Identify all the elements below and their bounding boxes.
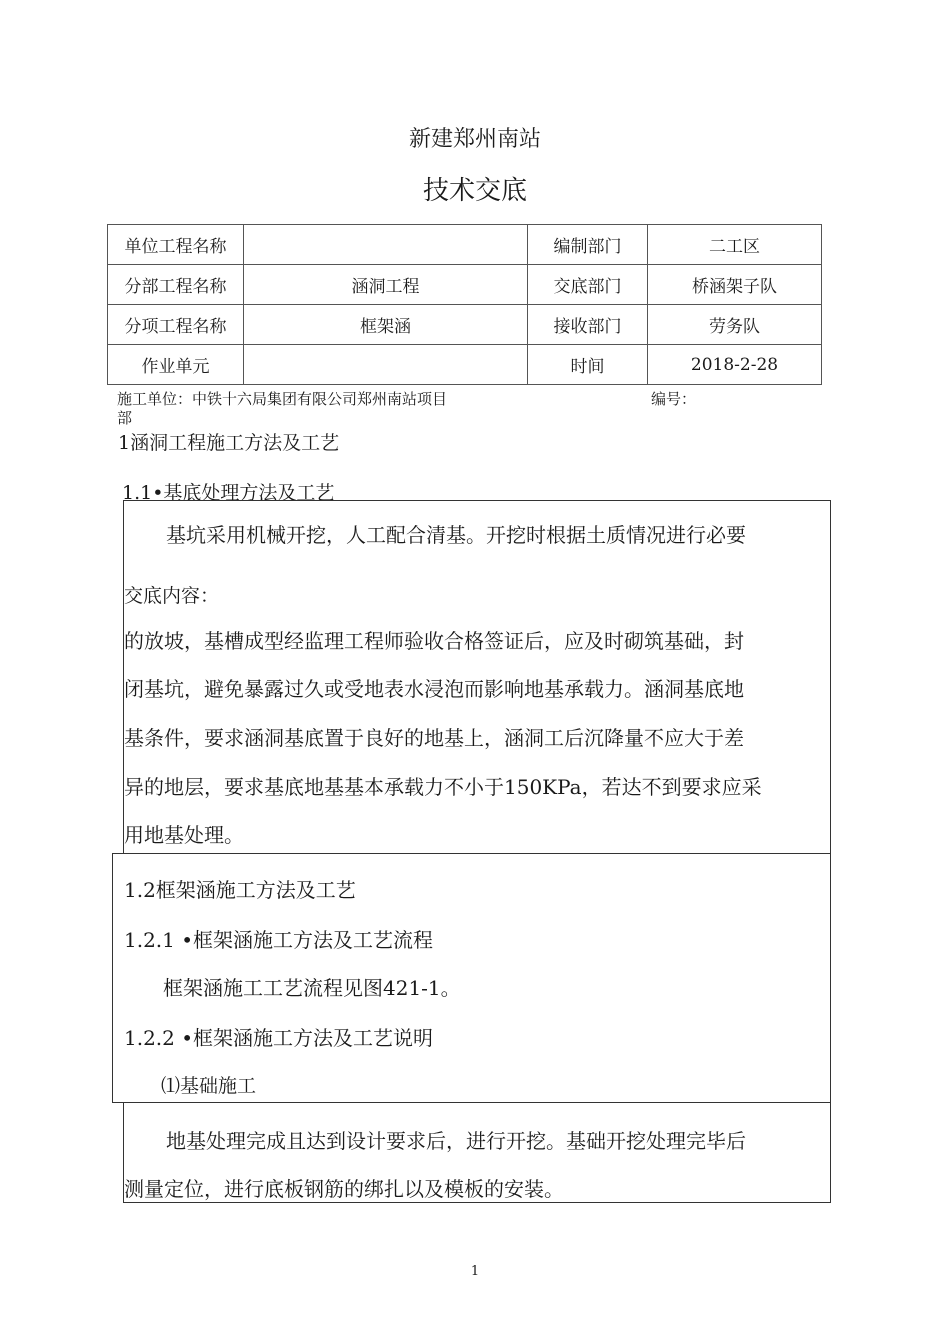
section-heading: 1.2框架涵施工方法及工艺 (124, 878, 356, 902)
cell-value: 涵洞工程 (244, 265, 528, 305)
table-row (108, 265, 822, 305)
paragraph-line: 的放坡，基槽成型经监理工程师验收合格签证后，应及时砌筑基础，封 (124, 629, 744, 653)
cell-label: 单位工程名称 (108, 225, 244, 265)
item-heading: ⑴基础施工 (161, 1075, 257, 1097)
paragraph-line: 测量定位，进行底板钢筋的绑扎以及模板的安装。 (124, 1177, 564, 1201)
content-box (123, 500, 831, 854)
content-box (123, 1102, 831, 1203)
content-box (112, 853, 831, 1103)
cell-label: 作业单元 (108, 345, 244, 385)
section-heading: 1.1•基底处理方法及工艺 (122, 482, 335, 504)
cell-value: 劳务队 (648, 305, 822, 345)
paragraph-line: 基条件，要求涵洞基底置于良好的地基上，涵洞工后沉降量不应大于差 (124, 726, 744, 750)
page-number: 1 (470, 1264, 480, 1279)
cell-label: 分部工程名称 (108, 265, 244, 305)
table-row (108, 345, 822, 385)
paragraph-line: 用地基处理。 (124, 823, 244, 847)
cell-label: 编制部门 (528, 225, 648, 265)
cell-value (244, 345, 528, 385)
section-heading: 1.2.2 •框架涵施工方法及工艺说明 (124, 1026, 434, 1050)
document-number-label: 编号： (651, 390, 697, 408)
paragraph-line: 框架涵施工工艺流程见图421-1。 (163, 976, 461, 1000)
construction-unit-line-continued: 部 (117, 409, 133, 427)
paragraph-line: 地基处理完成且达到设计要求后，进行开挖。基础开挖处理完毕后 (166, 1129, 746, 1153)
info-table (107, 224, 822, 385)
document-title: 新建郑州南站 (408, 127, 541, 152)
cell-label: 交底部门 (528, 265, 648, 305)
table-row (108, 225, 822, 265)
section-heading: 1涵洞工程施工方法及工艺 (118, 432, 340, 454)
cell-value: 2018-2-28 (648, 345, 822, 385)
cell-value: 框架涵 (244, 305, 528, 345)
cell-value (244, 225, 528, 265)
section-heading: 1.2.1 •框架涵施工方法及工艺流程 (124, 928, 434, 952)
paragraph-line: 基坑采用机械开挖，人工配合清基。开挖时根据土质情况进行必要 (166, 523, 746, 547)
table-row (108, 305, 822, 345)
document-subtitle: 技术交底 (422, 176, 527, 206)
cell-label: 分项工程名称 (108, 305, 244, 345)
construction-unit-line: 施工单位：中铁十六局集团有限公司郑州南站项目 (117, 390, 448, 408)
cell-label: 时间 (528, 345, 648, 385)
cell-value: 桥涵架子队 (648, 265, 822, 305)
cell-label: 接收部门 (528, 305, 648, 345)
paragraph-line: 闭基坑，避免暴露过久或受地表水浸泡而影响地基承载力。涵洞基底地 (124, 677, 744, 701)
cell-value: 二工区 (648, 225, 822, 265)
paragraph-line: 异的地层，要求基底地基基本承载力不小于150KPa，若达不到要求应采 (124, 775, 762, 799)
content-label: 交底内容： (124, 585, 220, 607)
